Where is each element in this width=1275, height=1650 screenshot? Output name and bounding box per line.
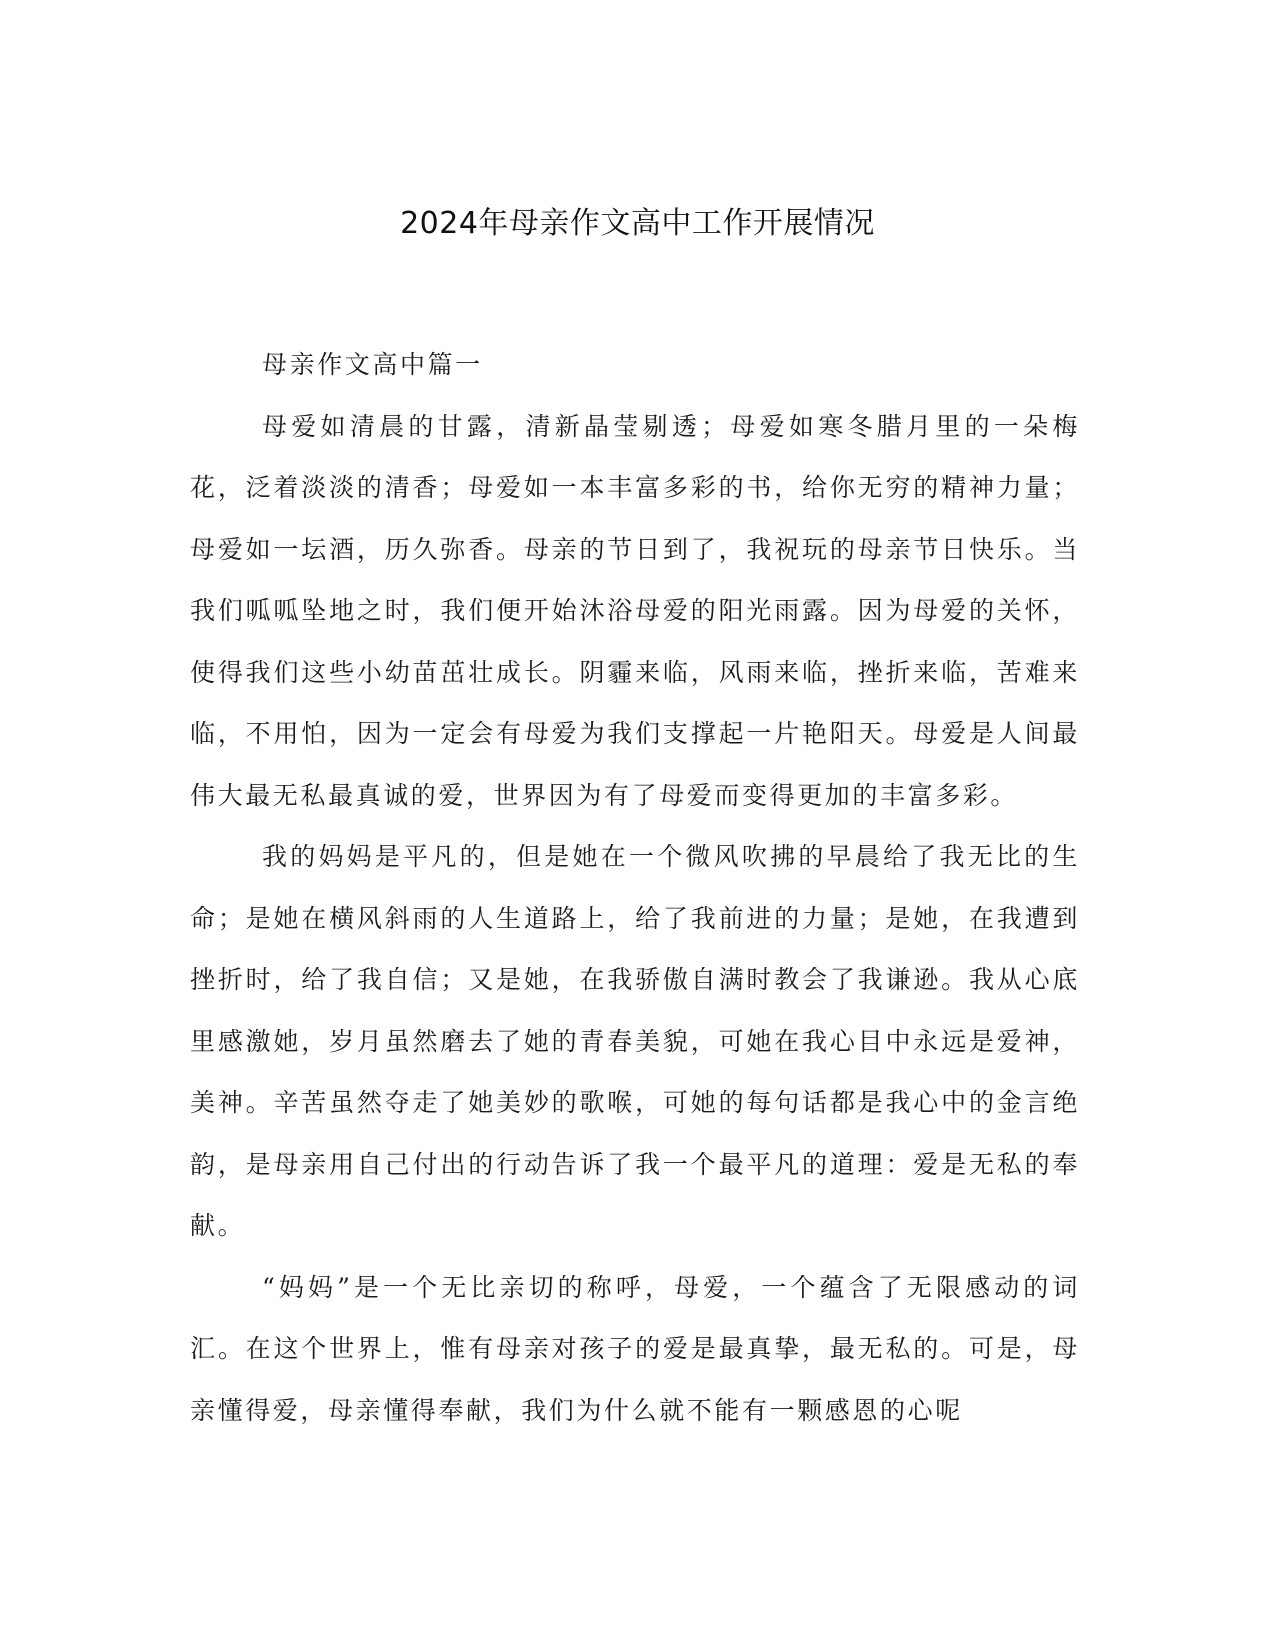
- document-body: [190, 334, 1080, 1441]
- body-paragraph: 母爱如清晨的甘露，清新晶莹剔透；母爱如寒冬腊月里的一朵梅花，泛着淡淡的清香；母爱如一本丰富多彩的书，给你无穷的精神力量；母爱如一坛酒，历久弥香。母亲的节日到了，我祝玩的母亲节日快乐。当我们呱呱坠地之时，我们便开始沐浴母爱的阳光雨露。因为母爱的关怀，使得我们这些小幼苗茁壮成长。阴霾来临，风雨来临，挫折来临，苦难来临，不用怕，因为一定会有母爱为我们支撑起一片艳阳天。母爱是人间最伟大最无私最真诚的爱，世界因为有了母爱而变得更加的丰富多彩。: [190, 411, 1080, 810]
- section-heading: 母亲作文高中篇一: [262, 350, 483, 379]
- body-paragraph: 我的妈妈是平凡的，但是她在一个微风吹拂的早晨给了我无比的生命；是她在横风斜雨的人生道路上，给了我前进的力量；是她，在我遭到挫折时，给了我自信；又是她，在我骄傲自满时教会了我谦逊。我从心底里感激她，岁月虽然磨去了她的青春美貌，可她在我心目中永远是爱神，美神。辛苦虽然夺走了她美妙的歌喉，可她的每句话都是我心中的金言绝韵，是母亲用自己付出的行动告诉了我一个最平凡的道理：爱是无私的奉献。: [190, 842, 1080, 1240]
- body-paragraph: “妈妈”是一个无比亲切的称呼，母爱，一个蕴含了无限感动的词汇。在这个世界上，惟有母亲对孩子的爱是最真挚，最无私的。可是，母亲懂得爱，母亲懂得奉献，我们为什么就不能有一颗感恩的心呢: [190, 1272, 1080, 1425]
- document-title: 2024年母亲作文高中工作开展情况: [400, 206, 875, 241]
